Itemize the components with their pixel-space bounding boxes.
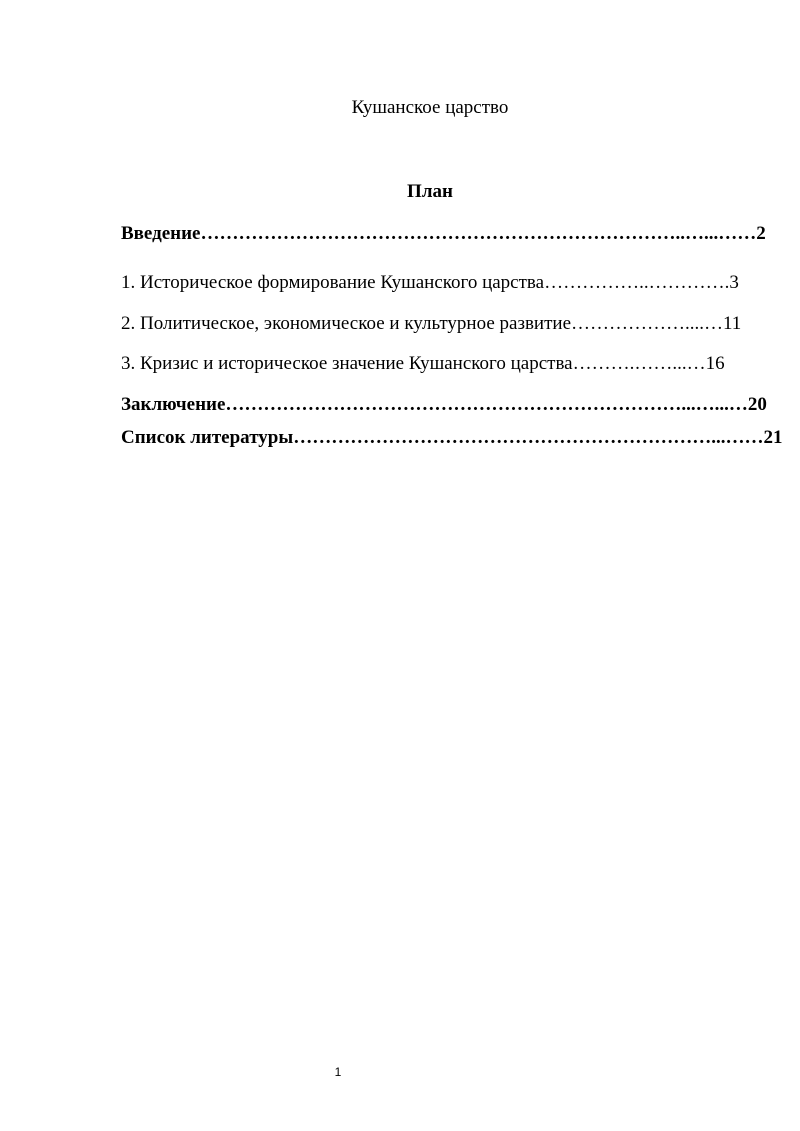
document-title: Кушанское царство [351,97,509,118]
toc-entry-label: Введение [121,223,201,244]
toc-entry-page: 16 [705,353,725,374]
toc-entry-label: 2. Политическое, экономическое и культурное развитие [121,313,571,334]
toc-entry-page: 11 [723,313,742,334]
toc-entry-leader: ………………....… [571,313,723,334]
toc-entry-label: Заключение [121,394,226,415]
toc-entry-label: Список литературы [121,427,294,448]
toc-entry-chapter-1 [121,271,739,295]
toc-entry-references [121,426,782,450]
toc-entry-leader: ……….……...… [572,353,706,374]
toc-entry-page: 20 [747,394,767,415]
toc-entry-introduction [121,222,766,246]
toc-entry-leader: ………………………………………………………………...…...… [225,394,748,415]
toc-entry-conclusion [121,393,767,417]
toc-entry-chapter-2 [121,312,741,336]
toc-entry-page: 2 [756,223,766,244]
toc-entry-label: 1. Историческое формирование Кушанского царства [121,272,545,293]
toc-entry-leader: ……………..………… [544,272,725,293]
toc-entry-page: 21 [763,427,783,448]
toc-entry-leader: …………………………………………………………...…… [293,427,764,448]
toc-entry-label: 3. Кризис и историческое значение Кушанского царства [121,353,573,374]
plan-heading: План [407,181,453,202]
toc-entry-page: .3 [724,272,739,293]
toc-entry-leader: …………………………………………………………………..…...…… [200,223,757,244]
toc-entry-chapter-3 [121,352,725,376]
page-number: 1 [334,1065,342,1079]
